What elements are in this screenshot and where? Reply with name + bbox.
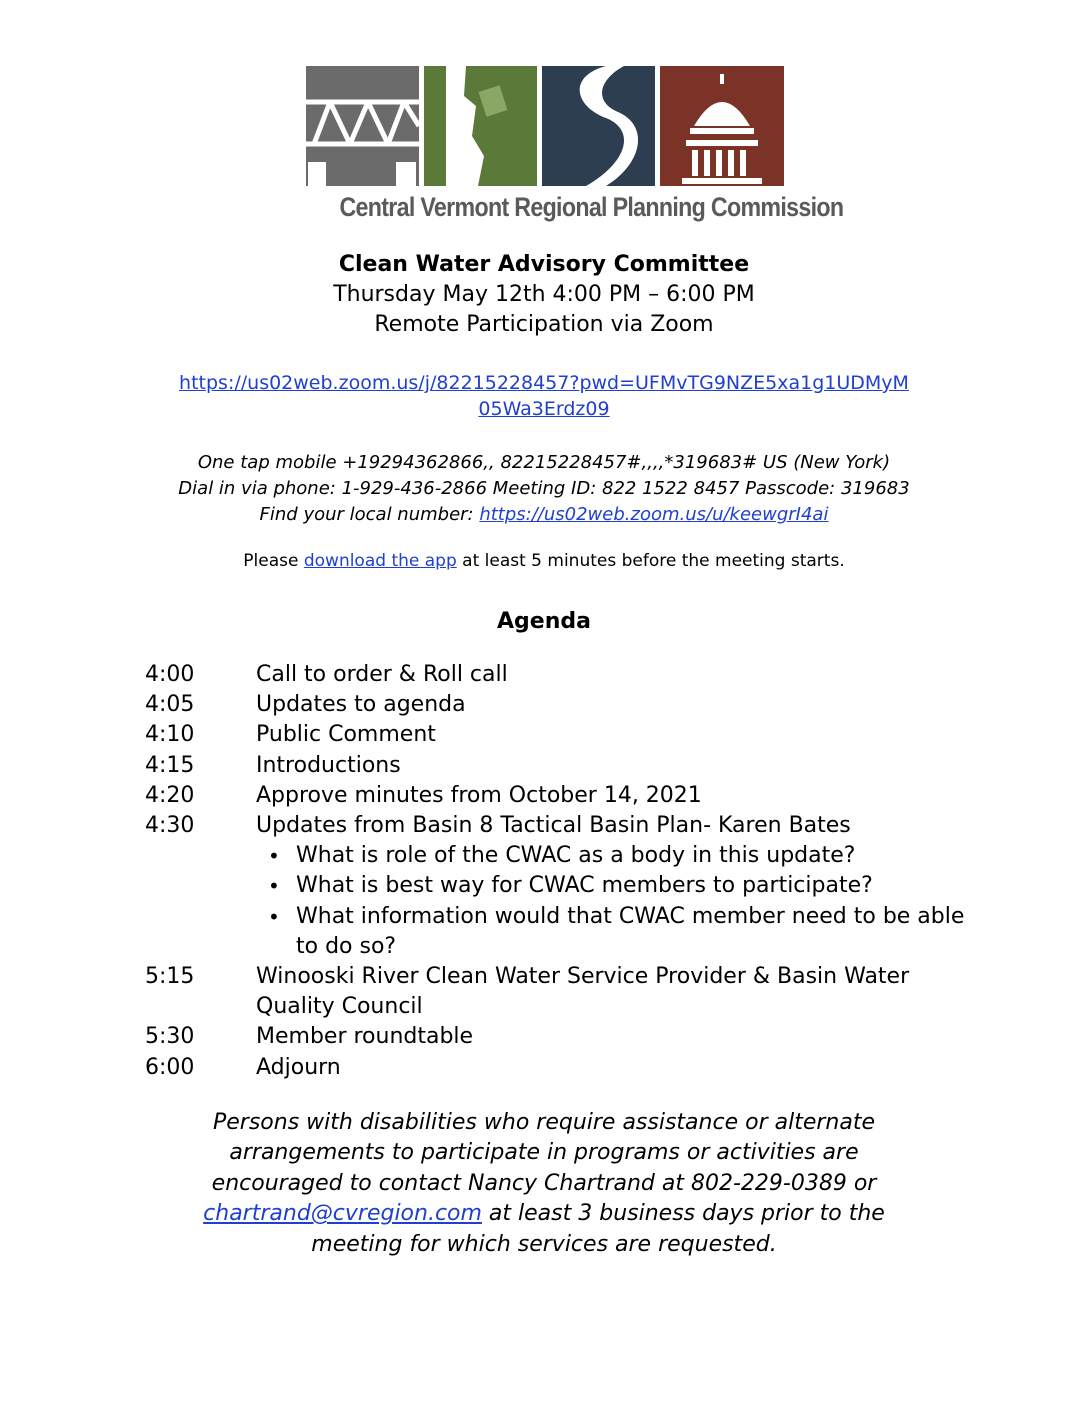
access-line: arrangements to participate in programs or activities are	[229, 1140, 859, 1166]
agenda-text: Public Comment	[256, 722, 436, 748]
zoom-link-block	[0, 370, 1088, 422]
agenda-item	[145, 1053, 975, 1083]
local-number-line	[0, 502, 1088, 528]
agenda-text: Adjourn	[256, 1054, 341, 1080]
zoom-link-line2: 05Wa3Erdz09	[478, 398, 610, 420]
access-line: encouraged to contact Nancy Chartrand at 802-229-0389 or	[211, 1170, 877, 1196]
agenda-item	[145, 811, 975, 962]
agenda-text-group	[256, 811, 975, 962]
agenda-time: 6:00	[145, 1054, 195, 1080]
agenda-subitem: • What is best way for CWAC members to participate?	[296, 871, 975, 901]
local-number-link[interactable]: https://us02web.zoom.us/u/keewgrI4ai	[479, 504, 829, 525]
agenda-text: Call to order & Roll call	[256, 662, 508, 687]
download-app-link[interactable]: download the app	[303, 551, 457, 571]
agenda-text: Approve minutes from October 14, 2021	[256, 782, 702, 808]
agenda-time: 4:05	[145, 692, 195, 718]
agenda-item	[145, 720, 975, 750]
access-line-suffix: at least 3 business days prior to the	[481, 1201, 885, 1227]
app-note	[0, 551, 1088, 571]
agenda-text: Member roundtable	[256, 1024, 474, 1050]
agenda-subitem: • What is role of the CWAC as a body in this update?	[296, 841, 975, 871]
local-number-label: Find your local number:	[259, 504, 480, 525]
agenda-text: Winooski River Clean Water Service Provider & Basin Water Quality Council	[256, 964, 910, 1020]
accessibility-notice	[0, 1108, 1088, 1260]
logo-graphic	[306, 66, 784, 186]
access-line: meeting for which services are requested.	[311, 1231, 777, 1257]
dial-in-phone: Dial in via phone: 1-929-436-2866 Meeting ID: 822 1522 8457 Passcode: 319683	[178, 478, 910, 499]
agenda-time: 4:15	[145, 752, 195, 778]
agenda-time: 4:00	[145, 662, 195, 687]
meeting-date: Thursday May 12th 4:00 PM – 6:00 PM	[333, 282, 755, 307]
agenda-heading: Agenda	[497, 609, 591, 634]
one-tap-mobile: One tap mobile +19294362866,, 82215228457#,,,,*319683# US (New York)	[197, 452, 891, 473]
cvrpc-logo	[306, 66, 844, 226]
agenda-time: 4:20	[145, 782, 195, 808]
agenda-subitem: • What information would that CWAC member need to be able to do so?	[296, 902, 975, 962]
agenda-text: Updates to agenda	[256, 692, 466, 718]
app-note-suffix: at least 5 minutes before the meeting starts.	[456, 551, 845, 571]
agenda-item	[145, 751, 975, 781]
dial-in-info	[0, 450, 1088, 528]
access-line	[0, 1199, 1088, 1229]
logo-wordmark: Central Vermont Regional Planning Commission	[339, 192, 844, 222]
zoom-meeting-link[interactable]	[179, 372, 909, 420]
agenda-time: 4:30	[145, 813, 195, 839]
access-line: Persons with disabilities who require assistance or alternate	[213, 1110, 875, 1135]
meeting-title: Clean Water Advisory Committee	[338, 252, 750, 277]
agenda-text: Updates from Basin 8 Tactical Basin Plan- Karen Bates	[256, 813, 851, 839]
agenda-item	[145, 962, 975, 1022]
agenda-list	[145, 660, 975, 1083]
app-note-prefix: Please	[243, 551, 304, 571]
agenda-time: 4:10	[145, 722, 195, 748]
agenda-time: 5:30	[145, 1024, 195, 1050]
agenda-item	[145, 660, 975, 690]
zoom-link-line1: https://us02web.zoom.us/j/82215228457?pwd=UFMvTG9NZE5xa1g1UDMyM	[179, 372, 909, 394]
agenda-item	[145, 781, 975, 811]
contact-email-link[interactable]: chartrand@cvregion.com	[203, 1201, 482, 1227]
agenda-time: 5:15	[145, 964, 195, 990]
agenda-item	[145, 690, 975, 720]
agenda-subitems	[256, 841, 975, 962]
agenda-item	[145, 1022, 975, 1052]
agenda-text: Introductions	[256, 752, 401, 778]
meeting-location: Remote Participation via Zoom	[374, 312, 714, 337]
